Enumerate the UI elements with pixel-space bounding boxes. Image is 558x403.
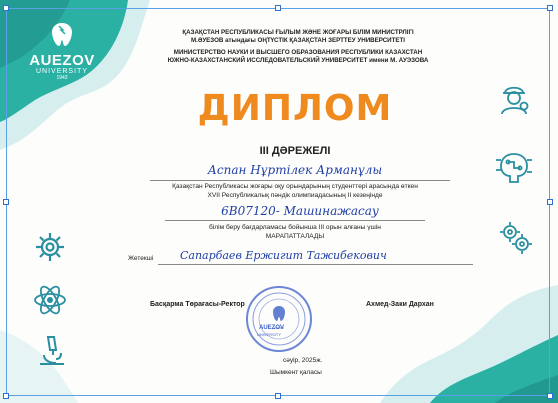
- header-russian: [148, 49, 448, 64]
- issue-date: сәуір, 2025ж.: [283, 357, 323, 364]
- degree-label: III ДӘРЕЖЕЛІ: [259, 145, 331, 157]
- logo-year: 1943: [56, 75, 68, 81]
- supervisor-underline: [158, 264, 473, 265]
- stamp-subtext: UNIVERSITY: [257, 332, 282, 337]
- header-kz-line1: ҚАЗАҚСТАН РЕСПУБЛИКАСЫ ҒЫЛЫМ ЖӘНЕ ЖОҒАРЫ БІЛІМ МИНИСТРЛІГІ: [182, 29, 414, 36]
- resize-handle-top-left[interactable]: [3, 5, 9, 11]
- logo-wordmark: AUEZOV: [29, 52, 95, 69]
- diploma-title: ДИПЛОМ: [197, 88, 393, 129]
- award-text-line3: білім беру бағдарламасы бойынша III орын алғаны үшін: [209, 224, 381, 231]
- resize-handle-top[interactable]: [275, 5, 281, 11]
- program-underline: [165, 220, 425, 221]
- header-ru-line2: ЮЖНО-КАЗАХСТАНСКИЙ ИССЛЕДОВАТЕЛЬСКИЙ УНИВЕРСИТЕТ имени М. АУЭЗОВА: [167, 56, 429, 64]
- header-kazakh: [148, 29, 448, 44]
- resize-handle-bottom-left[interactable]: [3, 393, 9, 399]
- gears-icon: [496, 218, 534, 256]
- resize-handle-left[interactable]: [3, 199, 9, 205]
- issue-city: Шымкент қаласы: [270, 369, 322, 376]
- logo-subtitle: UNIVERSITY: [35, 68, 88, 75]
- header-kz-line2: М.ӘУЕЗОВ атындағы ОҢТҮСТІК ҚАЗАҚСТАН ЗЕРТТЕУ УНИВЕРСИТЕТІ: [190, 36, 406, 44]
- resize-handle-top-right[interactable]: [547, 5, 553, 11]
- tooth-logo-icon: [47, 20, 77, 50]
- resize-handle-right[interactable]: [547, 199, 553, 205]
- program-name: 6В07120- Машинажасау: [221, 204, 379, 218]
- resize-handle-bottom[interactable]: [275, 393, 281, 399]
- atom-icon: [32, 282, 68, 318]
- microscope-icon: [34, 332, 70, 368]
- rector-title: Басқарма Төрағасы-Ректор: [150, 301, 245, 308]
- award-text-line2: XVII Республикалық пәндік олимпиадасының II кезеңінде: [207, 192, 383, 199]
- university-stamp: [244, 284, 314, 354]
- header-ru-line1: МИНИСТЕРСТВО НАУКИ И ВЫСШЕГО ОБРАЗОВАНИЯ РЕСПУБЛИКИ КАЗАХСТАН: [173, 49, 423, 56]
- brain-circuit-icon: [494, 148, 534, 188]
- award-text-line4: МАРАПАТТАЛАДЫ: [265, 233, 325, 240]
- rector-name: Ахмед-Заки Дархан: [366, 301, 434, 308]
- engineer-icon: [494, 78, 534, 118]
- university-logo: [22, 20, 102, 81]
- supervisor-name: Сапарбаев Ержигит Тажибекович: [180, 249, 387, 262]
- gear-icon: [33, 230, 67, 264]
- supervisor-label: Жетекші: [128, 255, 154, 262]
- recipient-underline: [150, 180, 450, 181]
- recipient-name: Аспан Нұртілек Арманұлы: [207, 163, 383, 177]
- resize-handle-bottom-right[interactable]: [547, 393, 553, 399]
- award-text-line1: Қазақстан Республикасы жоғары оқу орындарының студенттері арасында өткен: [172, 183, 418, 190]
- stamp-text: AUEZOV: [259, 325, 285, 331]
